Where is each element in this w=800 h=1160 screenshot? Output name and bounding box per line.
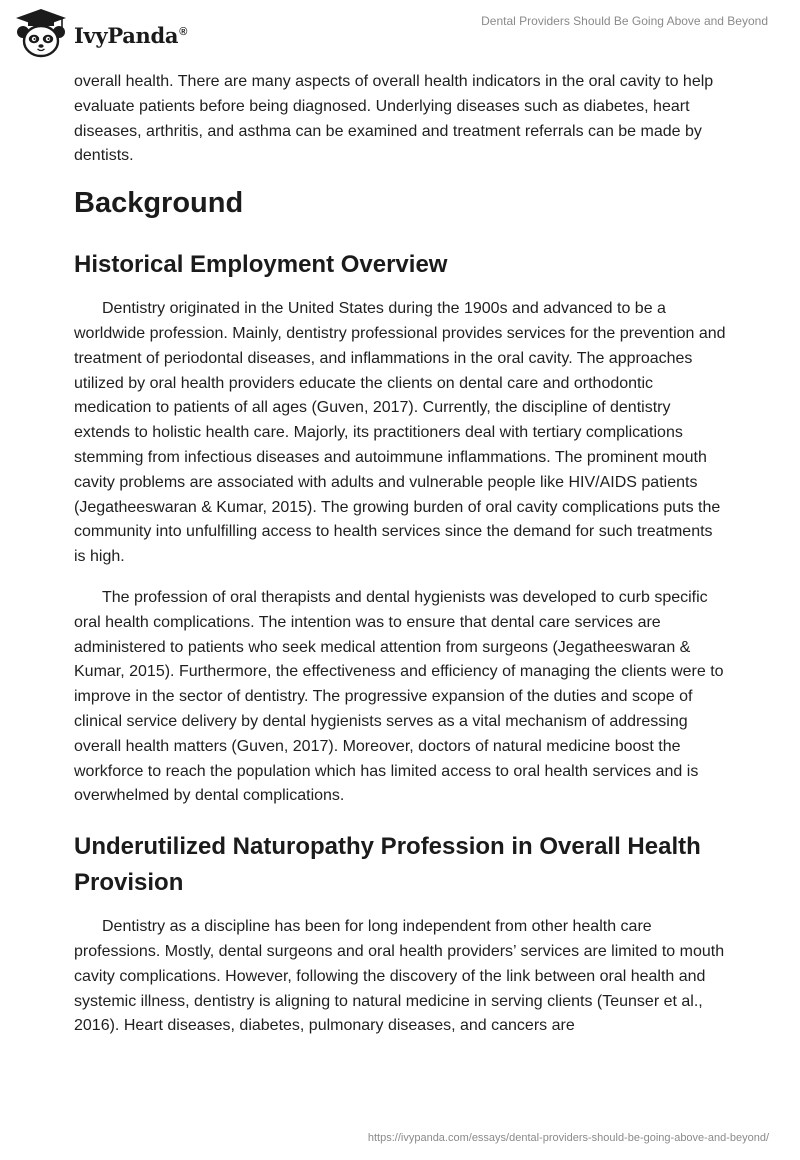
paragraph: The profession of oral therapists and dental hygienists was developed to curb specific oral health complications. The intention was to ensure that dental care services are administered to patients who seek medical attention from surgeons (Jegatheeswaran & Kumar, 2015). Furthermore, the effectiveness and efficiency of managing the clients were to improve in the sector of dentistry. The progressive expansion of the duties and scope of clinical service delivery by dental hygienists serves as a vital mechanism of addressing overall health matters (Guven, 2017). Moreover, doctors of natural medicine boost the workforce to reach the population which has limited access to oral health services and is overwhelmed by dental complications. <box>74 588 724 805</box>
intro-paragraph: overall health. There are many aspects of overall health indicators in the oral cavity to help evaluate patients before being diagnosed. Underlying diseases such as diabetes, heart diseases, arthritis, and asthma can be examined and treatment referrals can be made by dentists. <box>74 73 714 165</box>
paragraph: Dentistry originated in the United States during the 1900s and advanced to be a worldwide profession. Mainly, dentistry professional provides services for the prevention and treatment of periodontal diseases, and inflammations in the oral cavity. The approaches utilized by oral health providers educate the clients on dental care and orthodontic medication to patients of all ages (Guven, 2017). Currently, the discipline of dentistry extends to holistic health care. Majorly, its practitioners deal with tertiary complications stemming from infectious diseases and autoimmune inflammations. The prominent mouth cavity problems are associated with adults and vulnerable people like HIV/AIDS patients (Jegatheeswaran & Kumar, 2015). The growing burden of oral cavity complications puts the community into unfulfilling access to health services since the demand for such treatments is high. <box>74 300 726 566</box>
page-header <box>0 0 800 72</box>
document-title: Dental Providers Should Be Going Above and Beyond <box>481 14 768 28</box>
paragraph: Dentistry as a discipline has been for long independent from other health care professions. Mostly, dental surgeons and oral health providers’ services are limited to mouth cavity complications. However, following the discovery of the link between oral health and systemic illness, dentistry is aligning to natural medicine in serving clients (Teunser et al., 2016). Heart diseases, diabetes, pulmonary diseases, and cancers are <box>74 918 725 1035</box>
brand-name: IvyPanda® <box>74 22 188 48</box>
source-url[interactable]: https://ivypanda.com/essays/dental-providers-should-be-going-above-and-beyond/ <box>367 1132 769 1144</box>
subsection-heading-historical-employment: Historical Employment Overview <box>74 251 448 279</box>
panda-graduation-cap-icon <box>14 8 68 58</box>
subsection-heading-underutilized-naturopathy: Underutilized Naturopathy Profession in Overall Health Provision <box>74 833 701 897</box>
section-heading-background: Background <box>74 187 244 220</box>
registered-mark: ® <box>179 25 188 38</box>
brand-logo[interactable] <box>14 8 210 58</box>
essay-content <box>74 70 726 1039</box>
